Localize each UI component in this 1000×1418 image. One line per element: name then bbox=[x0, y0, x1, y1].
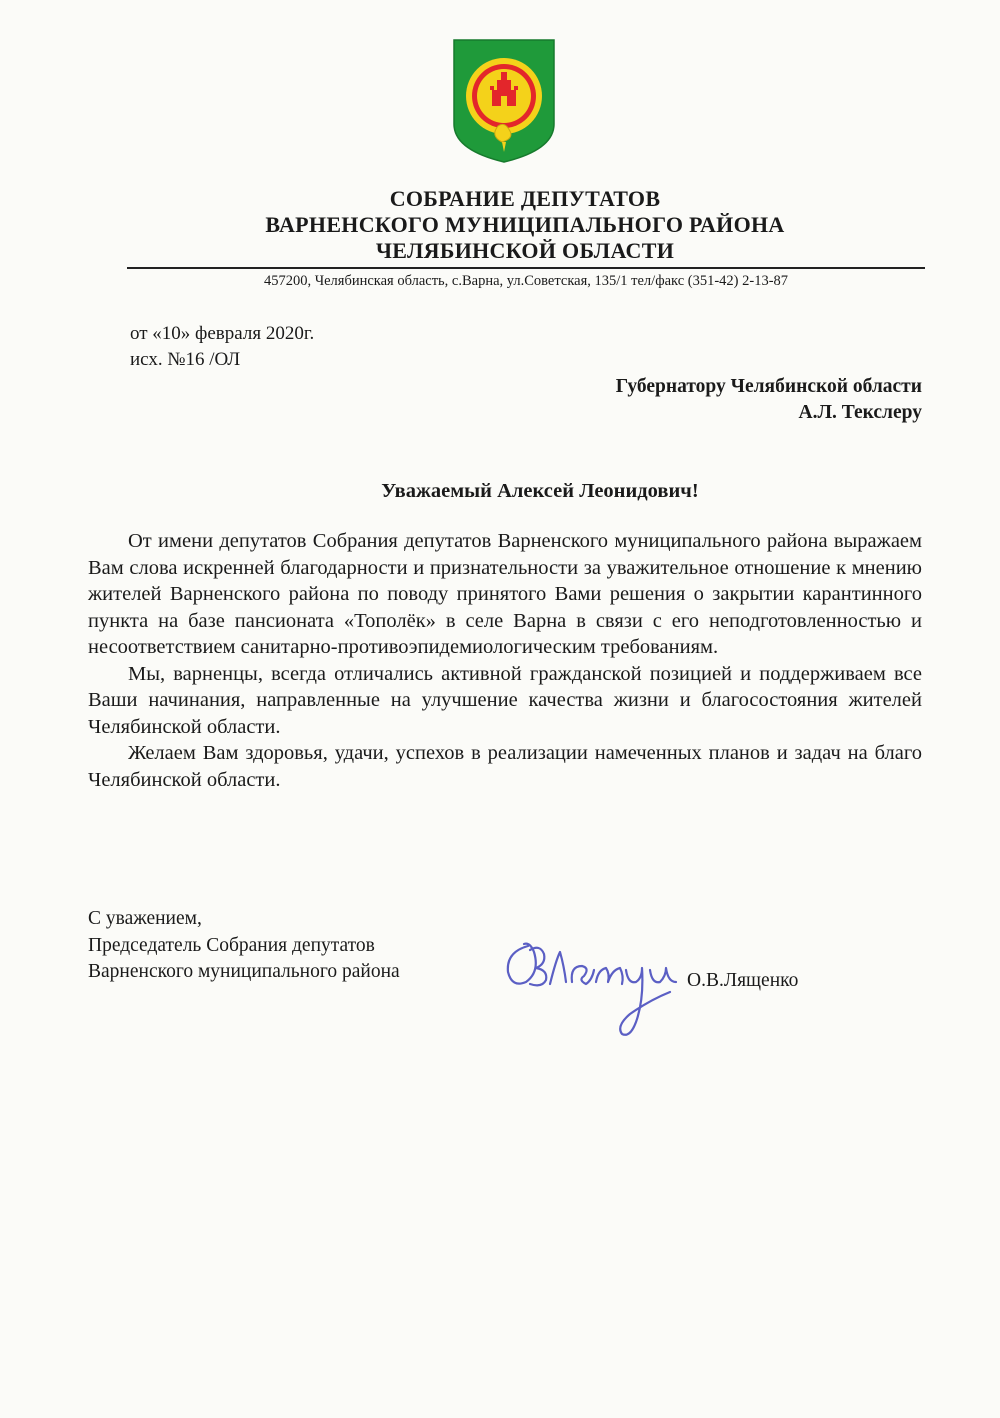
org-name-line-1: СОБРАНИЕ ДЕПУТАТОВ bbox=[389, 186, 661, 211]
body-paragraph-2: Мы, варненцы, всегда отличались активной гражданской позицией и поддерживаем все Ваши начинания, направленные на улучшение качества жизни и благосостояния жителей Челябинской области. bbox=[88, 662, 922, 738]
signer-position-line-2: Варненского муниципального района bbox=[88, 961, 400, 982]
handwritten-signature bbox=[500, 930, 690, 1042]
addressee-name: А.Л. Текслеру bbox=[798, 402, 922, 423]
organization-name bbox=[120, 186, 930, 264]
header-divider bbox=[127, 267, 925, 269]
org-name-line-2: ВАРНЕНСКОГО МУНИЦИПАЛЬНОГО РАЙОНА bbox=[265, 212, 785, 237]
org-address: 457200, Челябинская область, с.Варна, ул.Советская, 135/1 тел/факс (351-42) 2-13-87 bbox=[263, 273, 789, 289]
addressee-block bbox=[616, 374, 922, 426]
letter-ref-number: исх. №16 /ОЛ bbox=[130, 349, 241, 370]
closing-regards: С уважением, bbox=[88, 908, 202, 929]
closing-block bbox=[88, 906, 400, 986]
addressee-title: Губернатору Челябинской области bbox=[615, 376, 922, 397]
coat-of-arms-emblem bbox=[452, 38, 556, 164]
body-paragraph-1: От имени депутатов Собрания депутатов Варненского муниципального района выражаем Вам слова искренней благодарности и признательности за уважительное отношение к мнению жителей Варненского района по поводу принятого Вами решения о закрытии карантинного пункта на базе пансионата «Тополёк» в селе Варна в связи с его неподготовленностью и несоответствием санитарно-противоэпидемиологическим требованиям. bbox=[88, 530, 922, 658]
body-paragraph-3: Желаем Вам здоровья, удачи, успехов в реализации намеченных планов и задач на благо Челябинской области. bbox=[88, 742, 922, 791]
signer-position-line-1: Председатель Собрания депутатов bbox=[88, 934, 375, 956]
salutation: Уважаемый Алексей Леонидович! bbox=[381, 480, 699, 502]
signer-name: О.В.Лященко bbox=[687, 970, 799, 991]
letter-meta bbox=[130, 321, 314, 373]
org-name-line-3: ЧЕЛЯБИНСКОЙ ОБЛАСТИ bbox=[375, 238, 675, 263]
letter-date: от «10» февраля 2020г. bbox=[130, 323, 315, 344]
letter-body bbox=[88, 528, 922, 793]
